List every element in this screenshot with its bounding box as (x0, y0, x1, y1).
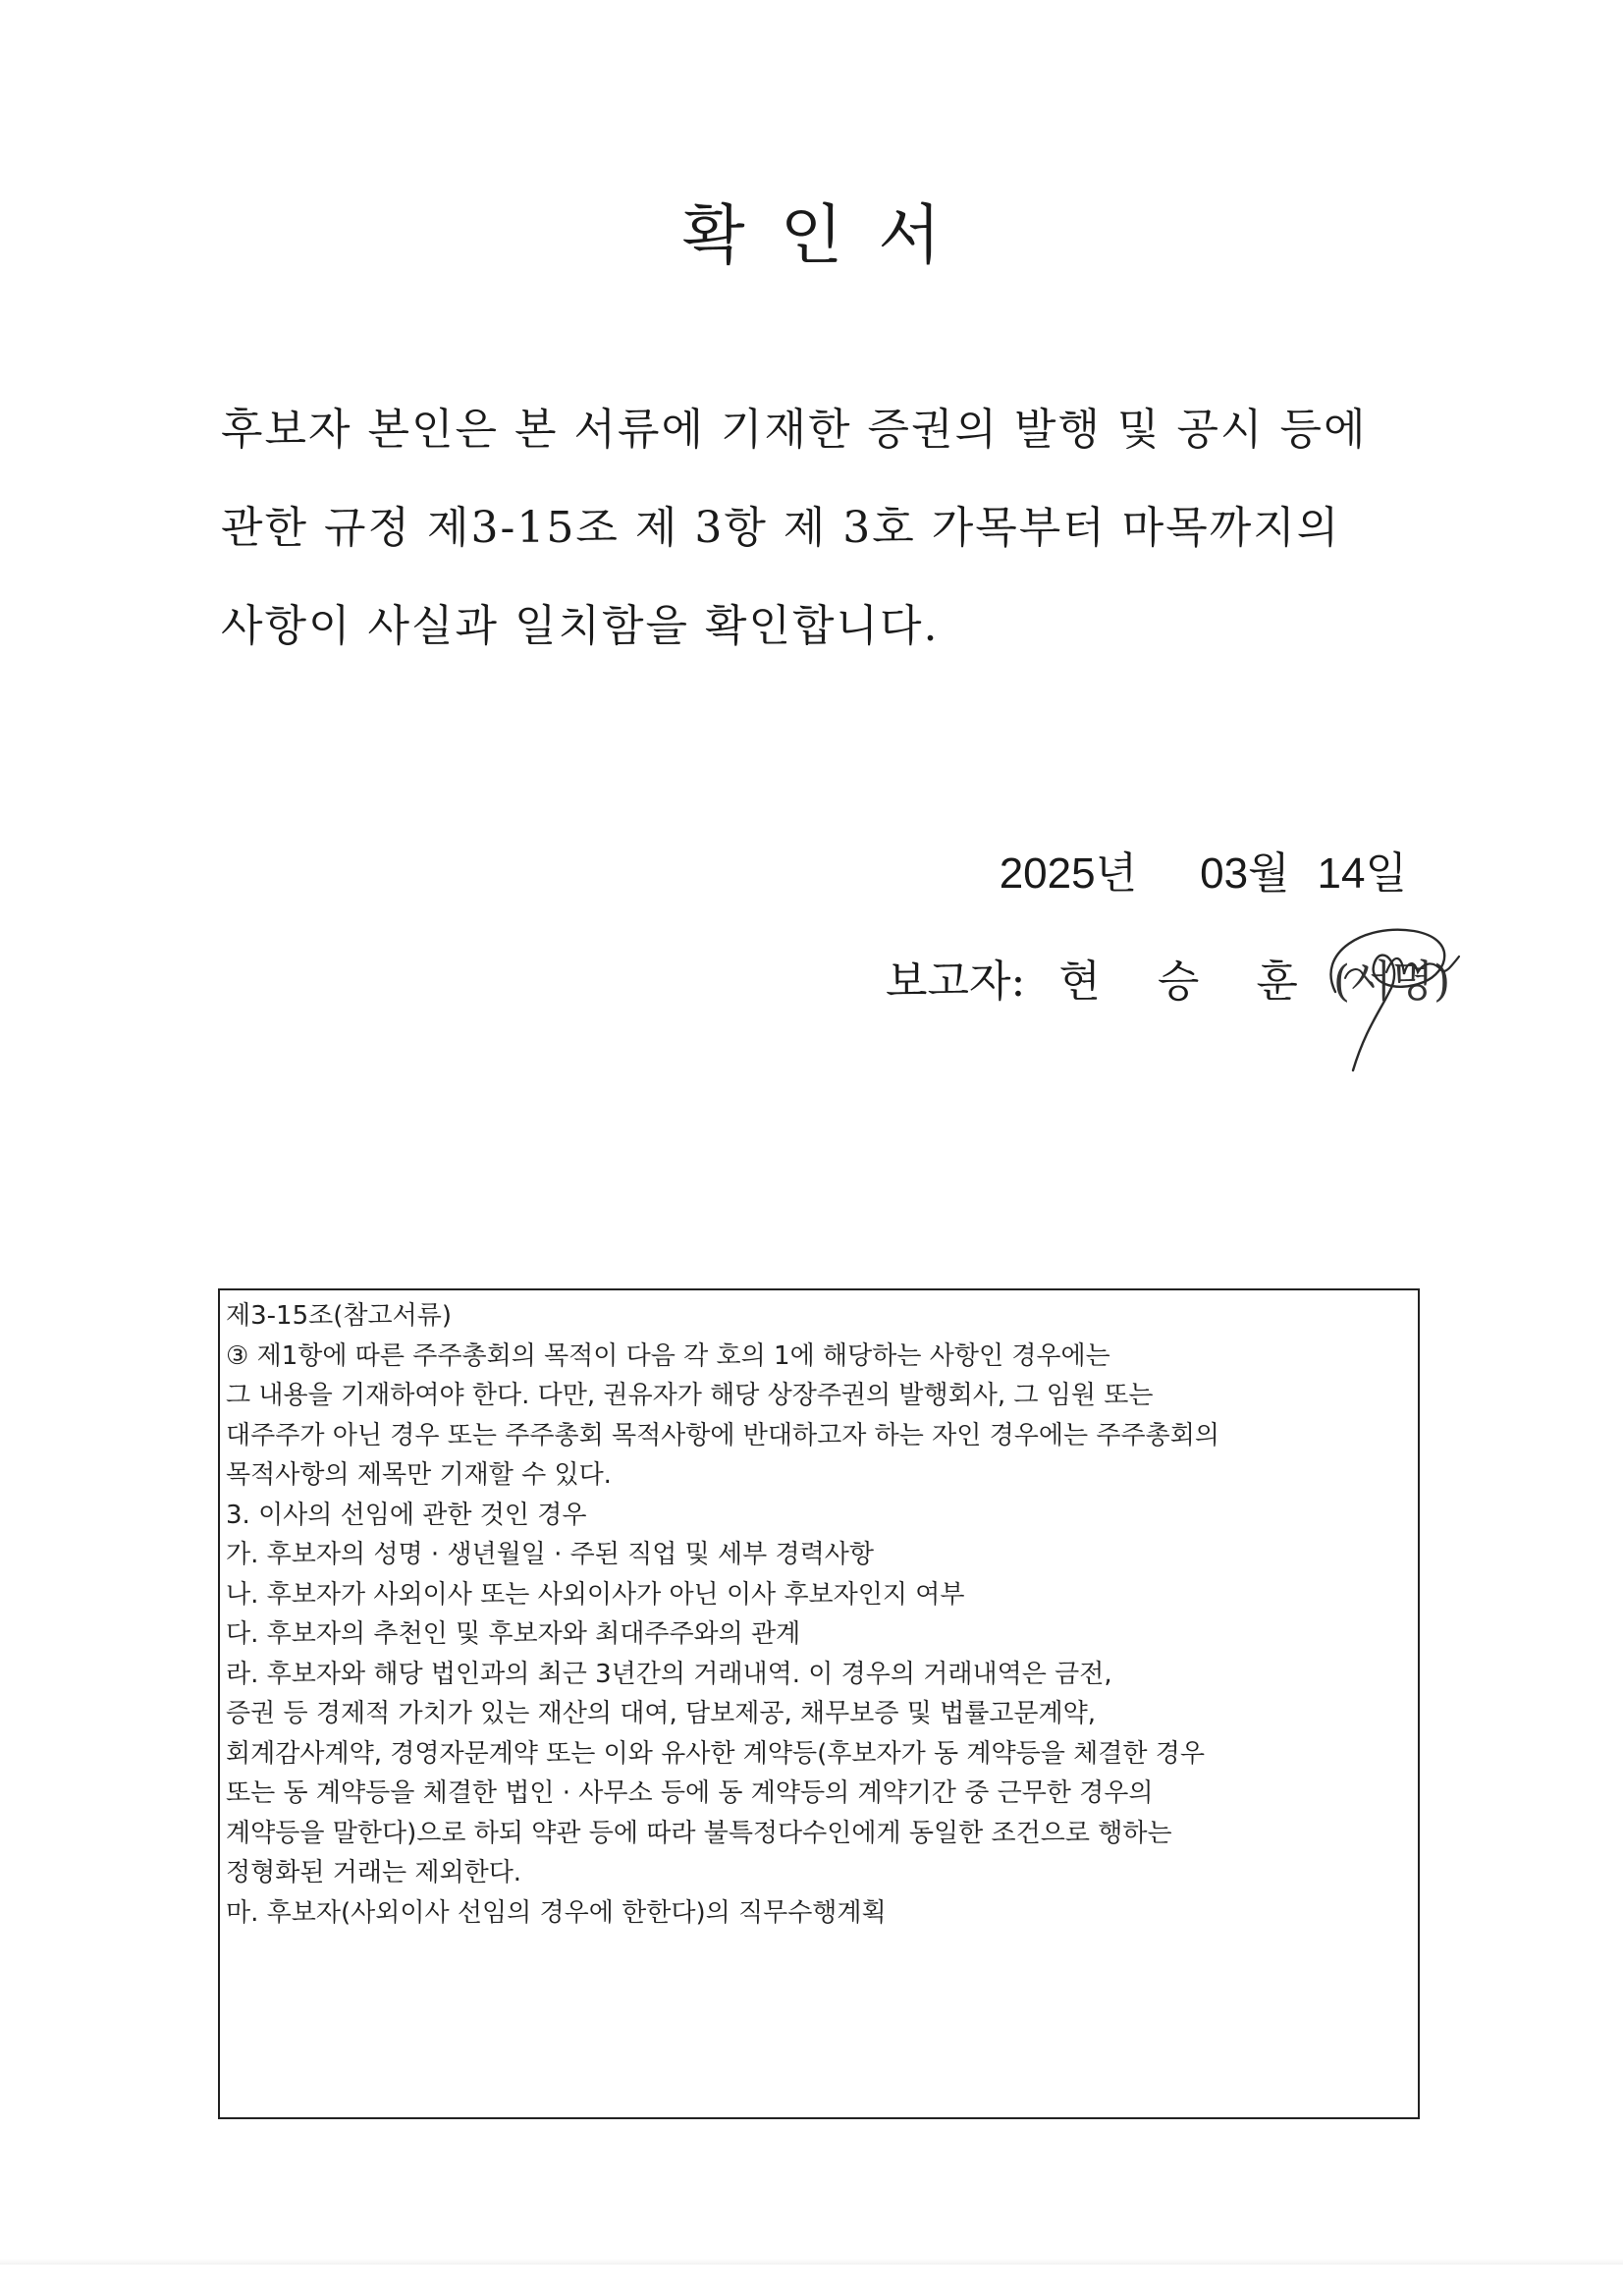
reporter-label: 보고자: (886, 957, 1026, 1007)
statement-line: 후보자 본인은 본 서류에 기재한 증권의 발행 및 공시 등에 (221, 405, 1368, 455)
reference-line: 목적사항의 제목만 기재할 수 있다. (226, 1460, 612, 1490)
date-year: 2025년 (999, 849, 1138, 898)
reference-line: 다. 후보자의 추천인 및 후보자와 최대주주와의 관계 (226, 1619, 801, 1649)
reference-line: 나. 후보자가 사외이사 또는 사외이사가 아닌 이사 후보자인지 여부 (226, 1579, 965, 1610)
reference-line: 정형화된 거래는 제외한다. (226, 1858, 522, 1887)
reference-line: 라. 후보자와 해당 법인과의 최근 3년간의 거래내역. 이 경우의 거래내역은 금전, (226, 1659, 1112, 1689)
reference-regulation-box (218, 1288, 1420, 2119)
reference-line: 또는 동 계약등을 체결한 법인 · 사무소 등에 동 계약등의 계약기간 중 근무한 경우의 (226, 1778, 1154, 1808)
reference-line: 마. 후보자(사외이사 선임의 경우에 한한다)의 직무수행계획 (226, 1897, 887, 1928)
reference-line: 가. 후보자의 성명 · 생년월일 · 주된 직업 및 세부 경력사항 (226, 1540, 874, 1569)
scan-edge (0, 2259, 1623, 2265)
statement-line: 관한 규정 제3-15조 제 3항 제 3호 가목부터 마목까지의 (221, 503, 1341, 553)
reference-line: 3. 이사의 선임에 관한 것인 경우 (226, 1500, 587, 1530)
confirmation-statement (221, 381, 1419, 676)
reference-line: 계약등을 말한다)으로 하되 약관 등에 따라 불특정다수인에게 동일한 조건으로 행하는 (226, 1818, 1172, 1848)
signature-label: (서명) (1332, 957, 1451, 1007)
reference-line: ③ 제1항에 따른 주주총회의 목적이 다음 각 호의 1에 해당하는 사항인 경우에는 (226, 1340, 1110, 1371)
reporter-name: 현 승 훈 (1058, 957, 1320, 1007)
date-day: 14일 (1317, 849, 1407, 898)
reference-line: 증권 등 경제적 가치가 있는 재산의 대여, 담보제공, 채무보증 및 법률고문계약, (226, 1699, 1097, 1728)
reporter-line (886, 951, 1450, 1013)
date-line (1000, 843, 1407, 905)
reference-line: 그 내용을 기재하여야 한다. 다만, 권유자가 해당 상장주권의 발행회사, 그 임원 또는 (226, 1381, 1154, 1410)
reference-heading: 제3-15조(참고서류) (226, 1301, 452, 1331)
date-month: 03월 (1200, 849, 1290, 898)
document-title: 확인서 (681, 197, 977, 273)
reference-line: 회계감사계약, 경영자문계약 또는 이와 유사한 계약등(후보자가 동 계약등을 체결한 경우 (226, 1738, 1205, 1769)
statement-line: 사항이 사실과 일치함을 확인합니다. (221, 601, 940, 651)
reference-line: 대주주가 아닌 경우 또는 주주총회 목적사항에 반대하고자 하는 자인 경우에는 주주총회의 (226, 1420, 1219, 1450)
